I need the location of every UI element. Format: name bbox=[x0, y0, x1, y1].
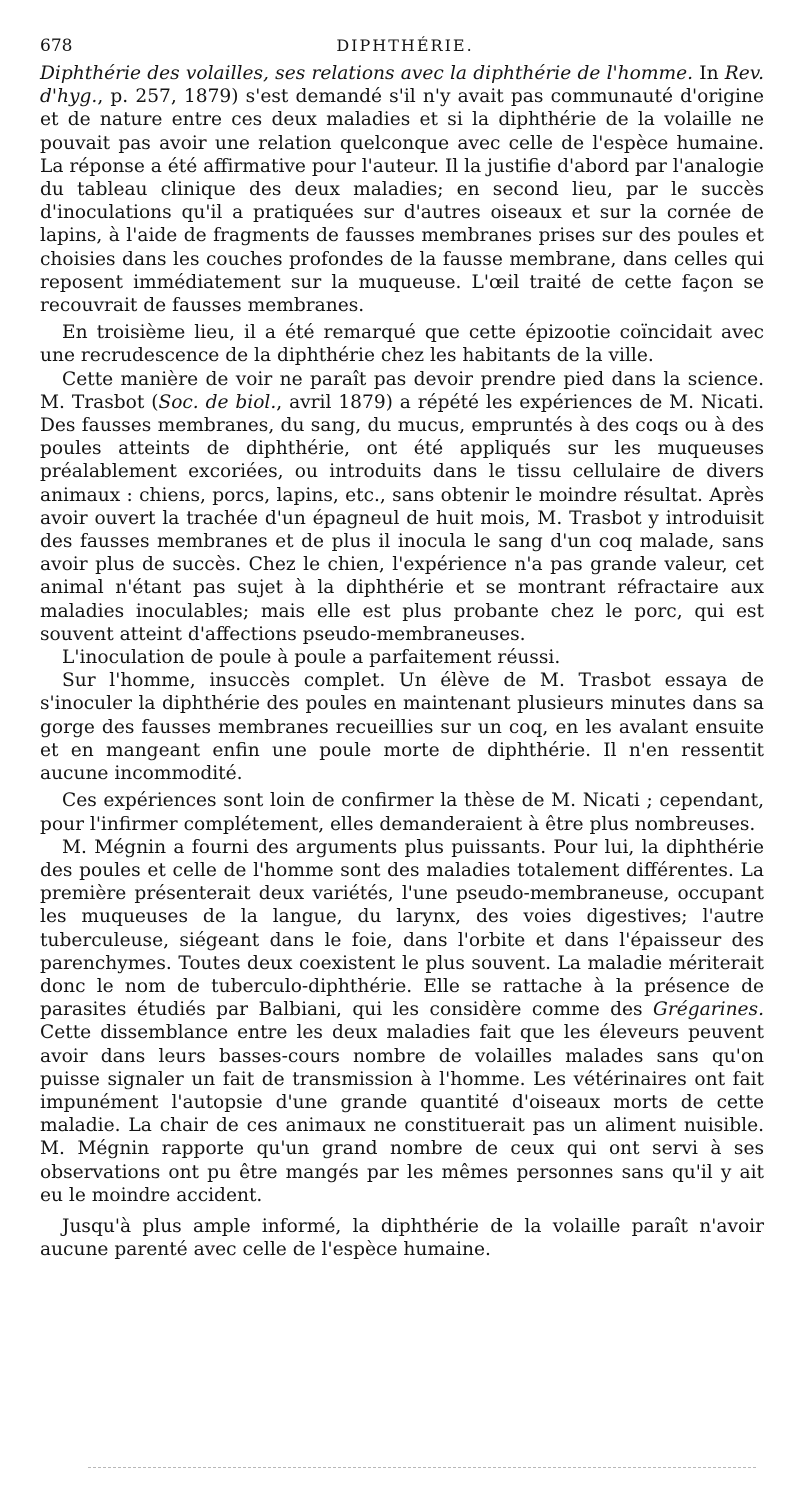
article-title: Diphthérie des volailles, ses relations avec la diphthérie de l'homme. bbox=[40, 63, 693, 84]
page-header bbox=[40, 36, 770, 62]
paragraph: M. Mégnin a fourni des arguments plus puissants. Pour lui, la diphthérie des poules et celle de l'homme sont des maladies totalement différentes. La première présenterait deux variétés, l'une pseudo-membraneuse, occupant les muqueuses de la langue, du larynx, des voies digestives; l'autre tuberculeuse, siégeant dans le foie, dans l'orbite et dans l'épaisseur des parenchymes. Toutes deux coexistent le plus souvent. La maladie mériterait donc le nom de tuberculo-diphthérie. Elle se rattache à la présence de parasites étudiés par Balbiani, qui les considère comme des Grégarines. Cette dissemblance entre les deux maladies fait que les éleveurs peuvent avoir dans leurs basses-cours nombre de volailles malades sans qu'on puisse signaler un fait de transmission à l'homme. Les vétérinaires ont fait impunément l'autopsie d'une grande quantité d'oiseaux morts de cette maladie. La chair de ces animaux ne constituerait pas un aliment nuisible. M. Mégnin rapporte qu'un grand nombre de ceux qui ont servi à ses observations ont pu être mangés par les mêmes personnes sans qu'il y ait eu le moindre accident. bbox=[40, 836, 764, 1206]
paragraph: Jusqu'à plus ample informé, la diphthérie de la volaille paraît n'avoir aucune parenté avec celle de l'espèce humaine. bbox=[40, 1215, 764, 1261]
page-footer-rule bbox=[88, 1467, 756, 1468]
journal-reference: Soc. de biol. bbox=[158, 391, 277, 413]
paragraph: En troisième lieu, il a été remarqué que cette épizootie coïncidait avec une recrudescence de la diphthérie chez les habitants de la ville. bbox=[40, 322, 764, 367]
paragraph-continuation: Diphthérie des volailles, ses relations avec la diphthérie de l'homme. In Rev. d'hyg., p. 257, 1879) s'est demandé s'il n'y avait pas communauté d'origine et de nature entre ces deux maladies et si la diphthérie de la volaille ne pouvait pas avoir une relation quelconque avec celle de l'espèce humaine. La réponse a été affirmative pour l'auteur. Il la justifie d'abord par l'analogie du tableau clinique des deux maladies; en second lieu, par le succès d'inoculations qu'il a pratiquées sur d'autres oiseaux et sur la cornée de lapins, à l'aide de fragments de fausses membranes prises sur des poules et choisies dans les couches profondes de la fausse membrane, dans celles qui reposent immédiatement sur la muqueuse. L'œil traité de cette façon se recouvrait de fausses membranes. bbox=[40, 63, 764, 317]
page-number: 678 bbox=[40, 36, 73, 56]
body-text bbox=[40, 62, 764, 1261]
paragraph: Sur l'homme, insuccès complet. Un élève de M. Trasbot essaya de s'inoculer la diphthérie des poules en maintenant plusieurs minutes dans sa gorge des fausses membranes recueillies sur un coq, en les avalant ensuite et en mangeant enfin une poule morte de diphthérie. Il n'en ressentit aucune incommodité. bbox=[40, 670, 764, 785]
paragraph: L'inoculation de poule à poule a parfaitement réussi. bbox=[62, 647, 561, 669]
journal-reference: Rev. d'hyg. bbox=[40, 63, 764, 108]
paragraph: Cette manière de voir ne paraît pas devoir prendre pied dans la science. M. Trasbot (Soc. de biol., avril 1879) a répété les expériences de M. Nicati. Des fausses membranes, du sang, du mucus, empruntés à des coqs ou à des poules atteints de diphthérie, ont été appliqués sur les muqueuses préalablement excoriées, ou introduits dans le tissu cellulaire de divers animaux : chiens, porcs, lapins, etc., sans obtenir le moindre résultat. Après avoir ouvert la trachée d'un épagneul de huit mois, M. Trasbot y introduisit des fausses membranes et de plus il inocula le sang d'un coq malade, sans avoir plus de succès. Chez le chien, l'expérience n'a pas grande valeur, cet animal n'étant pas sujet à la diphthérie et se montrant réfractaire aux maladies inoculables; mais elle est plus probante chez le porc, qui est souvent atteint d'affections pseudo-membraneuses. bbox=[40, 368, 764, 645]
paragraph: Ces expériences sont loin de confirmer la thèse de M. Nicati ; cependant, pour l'infirmer complétement, elles demanderaient à être plus nombreuses. bbox=[40, 790, 764, 835]
taxon-name: Grégarines. bbox=[653, 999, 764, 1021]
running-title: DIPHTHÉRIE. bbox=[336, 36, 474, 55]
